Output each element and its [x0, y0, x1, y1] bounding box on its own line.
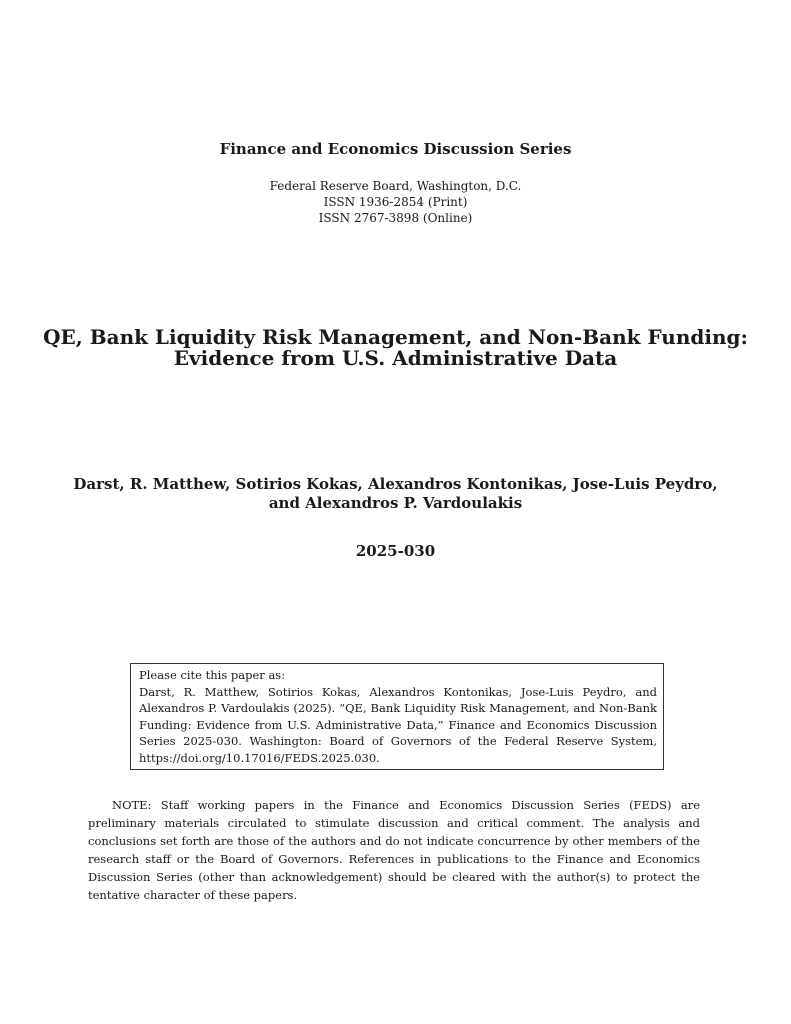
- publisher-line: Federal Reserve Board, Washington, D.C.: [269, 179, 522, 193]
- authors-line2: and Alexandros P. Vardoulakis: [268, 494, 523, 512]
- citation-text: Darst, R. Matthew, Sotirios Kokas, Alexandros Kontonikas, Jose-Luis Peydro, and Alexandros P. Vardoulakis (2025). “QE, Bank Liquidity Risk Management, and Non-Bank Funding: Evidence from U.S. Administrative Data,” Finance and Economics Discussion Series 2025-030. Washington: Board of Governors of the Federal Reserve System, https://doi.org/10.17016/FEDS.2025.030.: [139, 684, 657, 765]
- paper-title-line2: Evidence from U.S. Administrative Data: [173, 346, 618, 370]
- issn-online-line: ISSN 2767-3898 (Online): [318, 211, 473, 225]
- series-title: Finance and Economics Discussion Series: [219, 140, 572, 158]
- issn-print-line: ISSN 1936-2854 (Print): [323, 195, 468, 209]
- authors-line1: Darst, R. Matthew, Sotirios Kokas, Alexandros Kontonikas, Jose-Luis Peydro,: [73, 475, 718, 493]
- publication-info: [0, 178, 791, 226]
- citation-heading: Please cite this paper as:: [139, 668, 286, 682]
- citation-box: [130, 663, 664, 770]
- disclaimer-note: NOTE: Staff working papers in the Finance and Economics Discussion Series (FEDS) are preliminary materials circulated to stimulate discussion and critical comment. The analysis and conclusions set forth are those of the authors and do not indicate concurrence by other members of the research staff or the Board of Governors. References in publications to the Finance and Economics Discussion Series (other than acknowledgement) should be cleared with the author(s) to protect the tentative character of these papers.: [88, 798, 700, 902]
- paper-number: 2025-030: [355, 542, 436, 560]
- paper-title-line1: QE, Bank Liquidity Risk Management, and Non-Bank Funding:: [43, 325, 748, 349]
- paper-title: [0, 327, 791, 369]
- author-list: [0, 475, 791, 513]
